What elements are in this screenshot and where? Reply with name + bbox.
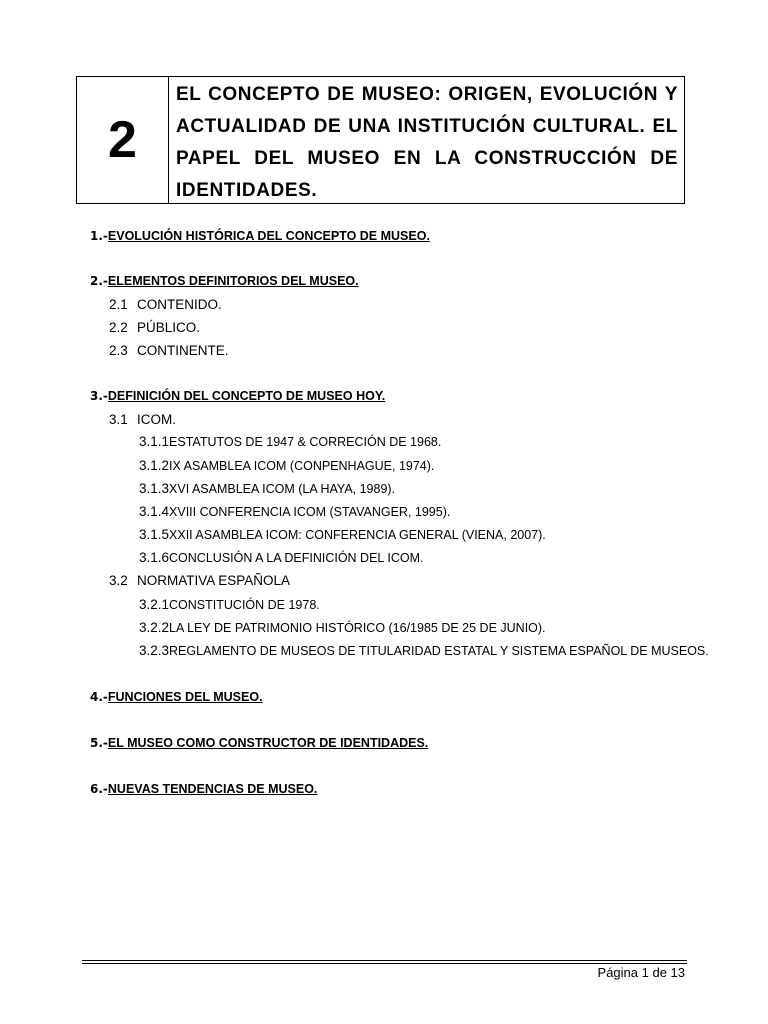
toc-item-3-1 (109, 412, 176, 427)
toc-section-6 (90, 782, 317, 796)
toc-section-4 (90, 690, 263, 704)
toc-section-5 (90, 736, 428, 750)
item-title: IX ASAMBLEA ICOM (CONPENHAGUE, 1974). (169, 459, 435, 473)
toc-section-2 (90, 274, 359, 288)
item-title: CONSTITUCIÓN DE 1978. (169, 598, 320, 612)
toc-item-2-1 (109, 297, 222, 312)
item-number: 3.1.6 (139, 550, 170, 565)
toc-item-3-2-3 (139, 643, 709, 658)
toc-section-1 (90, 229, 430, 243)
item-title: ICOM. (137, 412, 176, 427)
section-number: 1.- (90, 229, 108, 243)
section-number: 3.- (90, 389, 108, 403)
section-title: EVOLUCIÓN HISTÓRICA DEL CONCEPTO DE MUSEO. (107, 229, 430, 243)
toc-item-3-1-6 (139, 550, 423, 565)
item-title: NORMATIVA ESPAÑOLA (137, 573, 291, 588)
toc-item-3-1-4 (139, 504, 450, 519)
chapter-title: EL CONCEPTO DE MUSEO: ORIGEN, EVOLUCIÓN Y ACTUALIDAD DE UNA INSTITUCIÓN CULTURAL. EL PAPEL DEL MUSEO EN LA CONSTRUCCIÓN DE IDENTIDADES. (176, 84, 678, 201)
item-number: 3.2.3 (139, 643, 170, 658)
toc-item-3-2-1 (139, 597, 320, 612)
item-number: 3.1.5 (139, 527, 170, 542)
section-number: 5.- (90, 736, 108, 750)
item-number: 3.1.2 (139, 458, 170, 473)
item-number: 3.1.4 (139, 504, 170, 519)
toc-item-2-3 (109, 343, 229, 358)
toc-item-3-1-1 (139, 434, 441, 449)
item-number: 3.2.1 (139, 597, 170, 612)
toc-item-3-1-2 (139, 458, 434, 473)
section-number: 6.- (90, 782, 108, 796)
item-title: XXII ASAMBLEA ICOM: CONFERENCIA GENERAL (VIENA, 2007). (169, 528, 546, 542)
item-number: 2.1 (109, 297, 128, 312)
item-number: 3.1 (109, 412, 128, 427)
item-number: 3.2.2 (139, 620, 170, 635)
chapter-number: 2 (77, 77, 169, 203)
section-title: ELEMENTOS DEFINITORIOS DEL MUSEO. (107, 274, 359, 288)
toc-section-3 (90, 389, 385, 403)
item-number: 2.2 (109, 320, 128, 335)
section-title: FUNCIONES DEL MUSEO. (107, 690, 263, 704)
section-number: 4.- (90, 690, 108, 704)
toc-item-3-2 (109, 573, 290, 588)
toc-item-3-1-3 (139, 481, 395, 496)
item-number: 2.3 (109, 343, 128, 358)
item-title: XVIII CONFERENCIA ICOM (STAVANGER, 1995). (169, 505, 451, 519)
item-number: 3.1.1 (139, 434, 170, 449)
item-title: CONTENIDO. (137, 297, 222, 312)
footer-rule (82, 960, 687, 961)
section-title: EL MUSEO COMO CONSTRUCTOR DE IDENTIDADES. (107, 736, 429, 750)
page-number: Página 1 de 13 (597, 965, 685, 980)
toc-item-3-1-5 (139, 527, 546, 542)
item-title: REGLAMENTO DE MUSEOS DE TITULARIDAD ESTATAL Y SISTEMA ESPAÑOL DE MUSEOS. (169, 644, 709, 658)
item-title: ESTATUTOS DE 1947 & CORRECIÓN DE 1968. (169, 435, 442, 449)
section-number: 2.- (90, 274, 108, 288)
item-title: CONCLUSIÓN A LA DEFINICIÓN DEL ICOM. (169, 551, 424, 565)
item-title: PÚBLICO. (137, 320, 201, 335)
item-title: XVI ASAMBLEA ICOM (LA HAYA, 1989). (169, 482, 396, 496)
toc-item-3-2-2 (139, 620, 546, 635)
item-title: LA LEY DE PATRIMONIO HISTÓRICO (16/1985 DE 25 DE JUNIO). (169, 621, 546, 635)
section-title: NUEVAS TENDENCIAS DE MUSEO. (107, 782, 318, 796)
item-number: 3.1.3 (139, 481, 170, 496)
item-title: CONTINENTE. (137, 343, 229, 358)
item-number: 3.2 (109, 573, 128, 588)
toc-item-2-2 (109, 320, 200, 335)
footer-rule (82, 963, 687, 964)
section-title: DEFINICIÓN DEL CONCEPTO DE MUSEO HOY. (107, 389, 386, 403)
